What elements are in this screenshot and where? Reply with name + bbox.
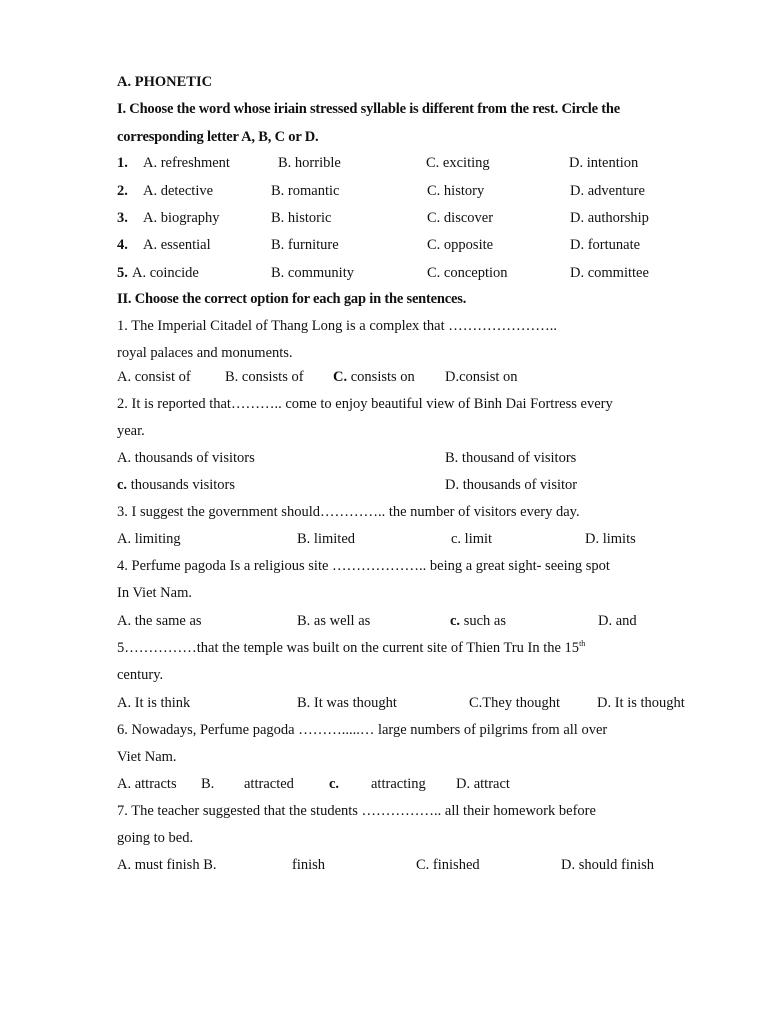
option-d: D. committee [570, 265, 649, 281]
option-c [450, 612, 506, 630]
option-b: B. limited [297, 531, 355, 547]
option-a: A. It is think [117, 695, 191, 711]
question-number: 4. [117, 237, 128, 253]
option-d: D. It is thought [597, 695, 685, 711]
question-text-cont: In Viet Nam. [117, 585, 192, 601]
option-d: D. thousands of visitor [445, 477, 578, 493]
option-b: B. as well as [297, 613, 371, 629]
option-a: A. the same as [117, 613, 202, 629]
option-a: A. thousands of visitors [117, 450, 255, 466]
option-a: A. refreshment [143, 155, 230, 171]
option-c [117, 476, 235, 494]
question-number: 1. [117, 155, 128, 171]
option-d: D. fortunate [570, 237, 641, 253]
option-letter: C. [333, 369, 348, 385]
option-a: A. limiting [117, 531, 181, 547]
option-a: A. coincide [132, 265, 199, 281]
part1-heading-line2: corresponding letter A, B, C or D. [117, 129, 319, 145]
option-text: such as [460, 613, 506, 629]
question-text: 3. I suggest the government should………….. the number of visitors every day. [117, 504, 580, 520]
question-number: 5. [117, 265, 128, 281]
question-text: 2. It is reported that……….. come to enjoy beautiful view of Binh Dai Fortress every [117, 396, 613, 412]
option-letter: c. [117, 477, 128, 493]
option-a: A. detective [143, 183, 214, 199]
question-text-cont: going to bed. [117, 830, 194, 846]
option-b: B. horrible [278, 155, 341, 171]
question-text: 6. Nowadays, Perfume pagoda ……….....… large numbers of pilgrims from all over [117, 722, 608, 738]
option-c: C. opposite [427, 237, 494, 253]
question-text-cont: year. [117, 423, 145, 439]
question-text [117, 639, 585, 657]
option-d: D. authorship [570, 210, 649, 226]
option-text: consists on [347, 369, 415, 385]
question-number: 3. [117, 210, 128, 226]
option-c: C. conception [427, 265, 508, 281]
question-text: 1. The Imperial Citadel of Thang Long is a complex that ………………….. [117, 318, 558, 334]
question-text-main: 5……………that the temple was built on the current site of Thien Tru In the 15 [117, 640, 580, 656]
option-d: D. adventure [570, 183, 645, 199]
option-b: B. furniture [271, 237, 339, 253]
option-a: A. biography [143, 210, 220, 226]
question-text: 4. Perfume pagoda Is a religious site ……………….. being a great sight- seeing spot [117, 558, 610, 574]
option-a: A. attracts [117, 776, 177, 792]
option-c-letter: c. [329, 776, 340, 792]
option-b: B. consists of [225, 369, 304, 385]
part2-heading: II. Choose the correct option for each gap in the sentences. [117, 291, 467, 307]
section-title: A. PHONETIC [117, 74, 213, 90]
option-c: C. finished [416, 857, 480, 873]
option-letter: c. [450, 613, 461, 629]
option-b: finish [292, 857, 326, 873]
option-b: B. romantic [271, 183, 340, 199]
option-c: C. exciting [426, 155, 490, 171]
option-a: A. essential [143, 237, 211, 253]
option-c: c. limit [451, 531, 493, 547]
option-d: D. intention [569, 155, 639, 171]
option-a: A. must finish B. [117, 857, 217, 873]
option-a: A. consist of [117, 369, 191, 385]
option-b: B. thousand of visitors [445, 450, 577, 466]
option-b-letter: B. [201, 776, 215, 792]
option-b: B. historic [271, 210, 332, 226]
option-d: D. and [598, 613, 637, 629]
part1-heading-line1: I. Choose the word whose iriain stressed syllable is different from the rest. Circle the [117, 101, 621, 117]
question-text-cont: royal palaces and monuments. [117, 345, 293, 361]
option-c: C. history [427, 183, 485, 199]
question-text-cont: Viet Nam. [117, 749, 177, 765]
ordinal-suffix: th [579, 639, 586, 648]
question-text-cont: century. [117, 667, 164, 683]
option-d: D. should finish [561, 857, 655, 873]
option-d: D. limits [585, 531, 636, 547]
option-text: thousands visitors [127, 477, 236, 493]
option-c: attracting [371, 776, 426, 792]
option-b: attracted [244, 776, 294, 792]
option-c: C. discover [427, 210, 494, 226]
option-d: D. attract [456, 776, 510, 792]
question-text: 7. The teacher suggested that the students …………….. all their homework before [117, 803, 596, 819]
option-c: C.They thought [469, 695, 561, 711]
option-c [333, 368, 415, 386]
option-b: B. community [271, 265, 354, 281]
option-d: D.consist on [445, 369, 518, 385]
option-b: B. It was thought [297, 695, 397, 711]
question-number: 2. [117, 183, 128, 199]
